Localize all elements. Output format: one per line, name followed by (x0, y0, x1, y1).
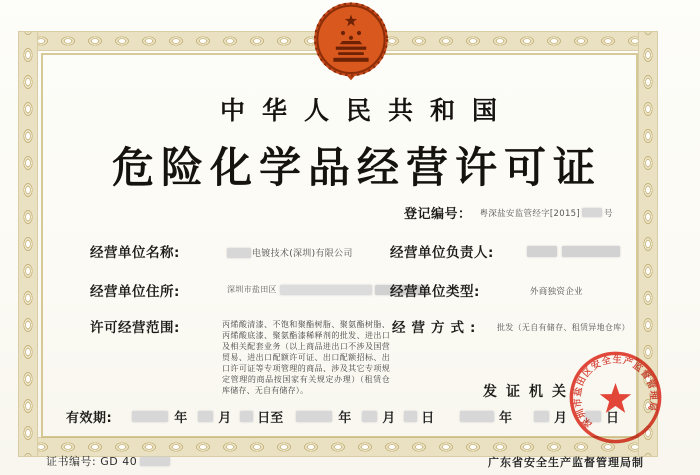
redacted-value (527, 246, 557, 257)
registration-number-suffix: 号 (603, 208, 613, 219)
validity-month1-unit: 月 (218, 411, 232, 426)
field-name-value: 电镀技术(深圳)有限公司 (252, 249, 353, 259)
redacted-value (460, 411, 494, 422)
redacted-value (404, 411, 417, 422)
validity-label: 有效期: (66, 411, 113, 426)
redacted-value (140, 457, 170, 466)
validity-month2-unit: 月 (382, 411, 396, 426)
field-mode-value: 批发（无自有储存、租赁异地仓库） (497, 323, 630, 332)
redacted-value (280, 285, 372, 295)
issuer-date-year-unit: 年 (499, 411, 513, 426)
validity-day1-unit: 日 (257, 411, 271, 426)
registration-label: 登记编号： (404, 207, 472, 222)
registration-number: 粤深盐安监管经字[2015] (479, 208, 580, 219)
redacted-value (362, 411, 377, 422)
field-name-label: 经营单位名称: (90, 245, 180, 261)
validity-day2-unit: 日 (421, 411, 435, 426)
national-emblem-icon (311, 1, 391, 81)
license-title: 危险化学品经营许可证 (111, 143, 602, 192)
redacted-value (534, 411, 549, 422)
made-by-label: 广东省安全生产监督管理局制 (488, 456, 644, 469)
redacted-value (562, 246, 620, 257)
field-type-label: 经营单位类型: (390, 284, 480, 300)
certificate-number-label: 证书编号: GD 40 (46, 455, 138, 468)
field-scope-value: 丙烯酸清漆、不饱和聚酯树脂、聚氨酯树脂、丙烯酸底漆、聚氨酯漆稀释剂的批发、进出口及相关配套业务（以上商品进出口不涉及国营贸易、进出口配额许可证、出口配额招标、出口许可证等专项管理的商品、涉及其它专项规定管理的商品按国家有关规定办理）（租赁仓库储存、无自有储存）。 (222, 320, 390, 395)
redacted-value (132, 411, 168, 422)
validity-year2-unit: 年 (338, 411, 352, 426)
issuer-date-day-unit: 日 (606, 411, 620, 426)
field-scope-label: 许可经营范围: (90, 320, 180, 336)
redacted-value (198, 411, 213, 422)
issuer-date-month-unit: 月 (554, 411, 568, 426)
redacted-value (227, 248, 251, 258)
validity-to-unit: 至 (270, 411, 284, 426)
issuer-label: 发证机关 (483, 384, 575, 400)
seal-star-icon (600, 383, 631, 413)
redacted-value (582, 208, 602, 217)
field-address-value: 深圳市盐田区 (227, 285, 277, 294)
seal-arc-text: 深圳市盐田区安全生产监督管理局 (572, 354, 659, 430)
official-seal (567, 349, 664, 446)
redacted-value (240, 411, 253, 422)
field-person-label: 经营单位负责人: (390, 245, 494, 261)
redacted-value (296, 411, 332, 422)
field-mode-label: 经营方式: (392, 320, 482, 336)
country-title: 中华人民共和国 (219, 96, 514, 125)
validity-year1-unit: 年 (174, 411, 188, 426)
field-address-label: 经营单位住所: (90, 284, 180, 300)
field-type-value: 外商独资企业 (530, 287, 583, 297)
